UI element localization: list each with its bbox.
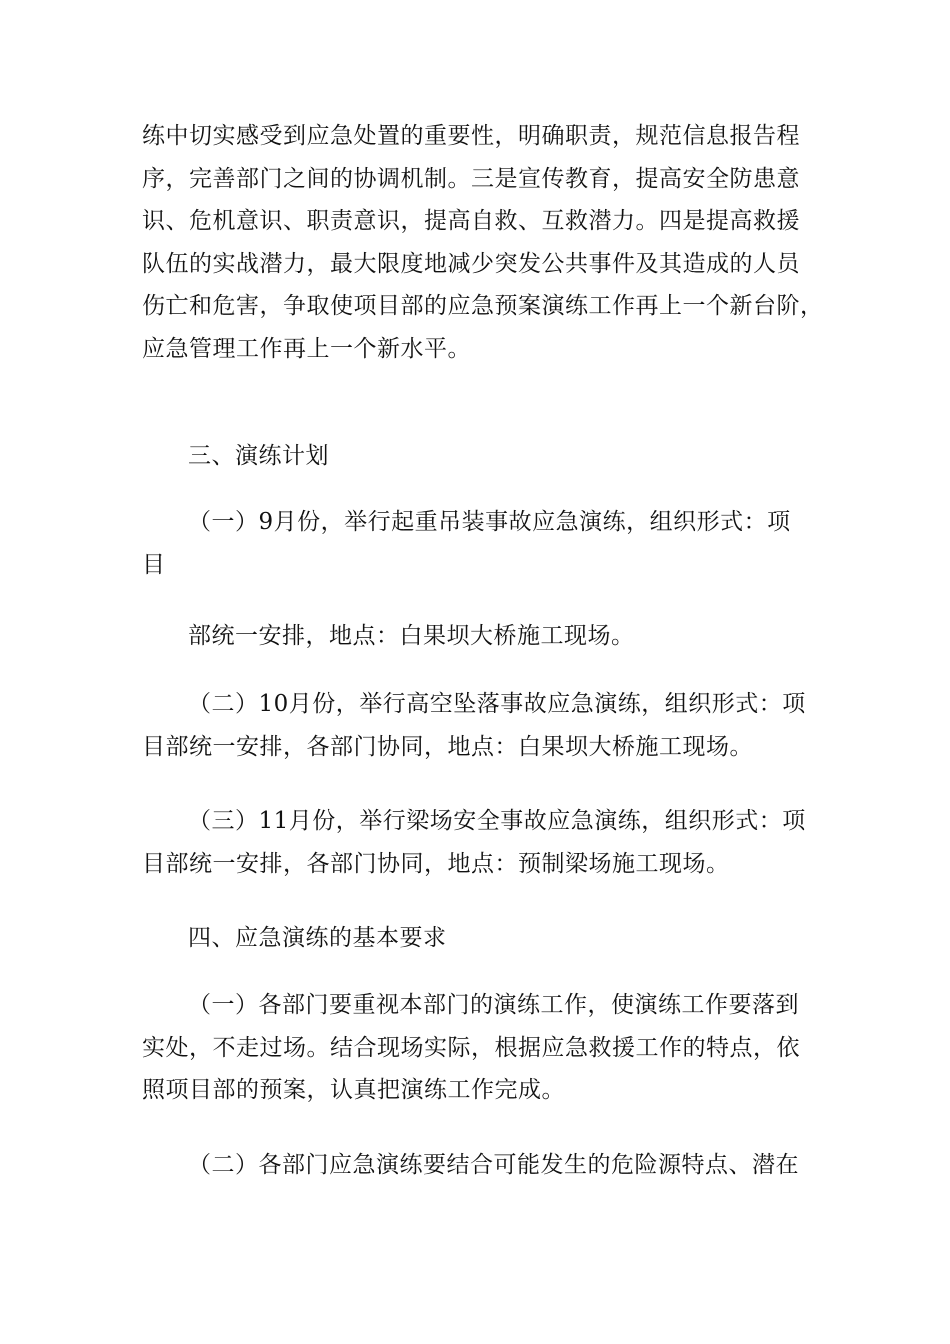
section-heading: 四、应急演练的基本要求 bbox=[188, 925, 447, 951]
section-heading-basic-requirements bbox=[142, 917, 822, 960]
paragraph-requirement-1 bbox=[142, 984, 822, 1112]
paragraph-plan-item-2 bbox=[142, 683, 822, 768]
text-line: 目部统一安排，各部门协同，地点：预制梁场施工现场。 bbox=[142, 850, 730, 877]
text-line: 伤亡和危害，争取使项目部的应急预案演练工作再上一个新台阶， bbox=[142, 293, 824, 320]
section-heading-drill-plan bbox=[142, 435, 822, 478]
paragraph-requirement-2 bbox=[142, 1144, 822, 1187]
text-line: （三）11月份，举行梁场安全事故应急演练，组织形式：项 bbox=[188, 808, 806, 834]
text-line: 实处，不走过场。结合现场实际，根据应急救援工作的特点，依 bbox=[142, 1034, 800, 1061]
text-line: 目 bbox=[142, 551, 166, 578]
text-line: 队伍的实战潜力，最大限度地减少突发公共事件及其造成的人员 bbox=[142, 250, 800, 277]
text-line: （二）各部门应急演练要结合可能发生的危险源特点、潜在 bbox=[188, 1152, 799, 1178]
text-line: 序，完善部门之间的协调机制。三是宣传教育，提高安全防患意 bbox=[142, 165, 800, 192]
text-line: 照项目部的预案，认真把演练工作完成。 bbox=[142, 1077, 565, 1104]
section-heading: 三、演练计划 bbox=[188, 443, 329, 469]
text-line: （一）各部门要重视本部门的演练工作，使演练工作要落到 bbox=[188, 992, 799, 1018]
paragraph-plan-item-3 bbox=[142, 800, 822, 885]
paragraph-plan-item-1-continued bbox=[142, 615, 822, 658]
text-line: 目部统一安排，各部门协同，地点：白果坝大桥施工现场。 bbox=[142, 733, 753, 760]
text-line: （一）9月份，举行起重吊装事故应急演练，组织形式：项 bbox=[188, 509, 791, 535]
text-line: 应急管理工作再上一个新水平。 bbox=[142, 335, 471, 362]
text-line: 练中切实感受到应急处置的重要性，明确职责，规范信息报告程 bbox=[142, 123, 800, 149]
text-line: （二）10月份，举行高空坠落事故应急演练，组织形式：项 bbox=[188, 691, 806, 717]
text-line: 识、危机意识、职责意识，提高自救、互救潜力。四是提高救援 bbox=[142, 208, 800, 235]
text-line: 部统一安排，地点：白果坝大桥施工现场。 bbox=[188, 623, 635, 649]
paragraph-drill-objectives-continued bbox=[142, 115, 822, 371]
paragraph-plan-item-1 bbox=[142, 501, 822, 586]
